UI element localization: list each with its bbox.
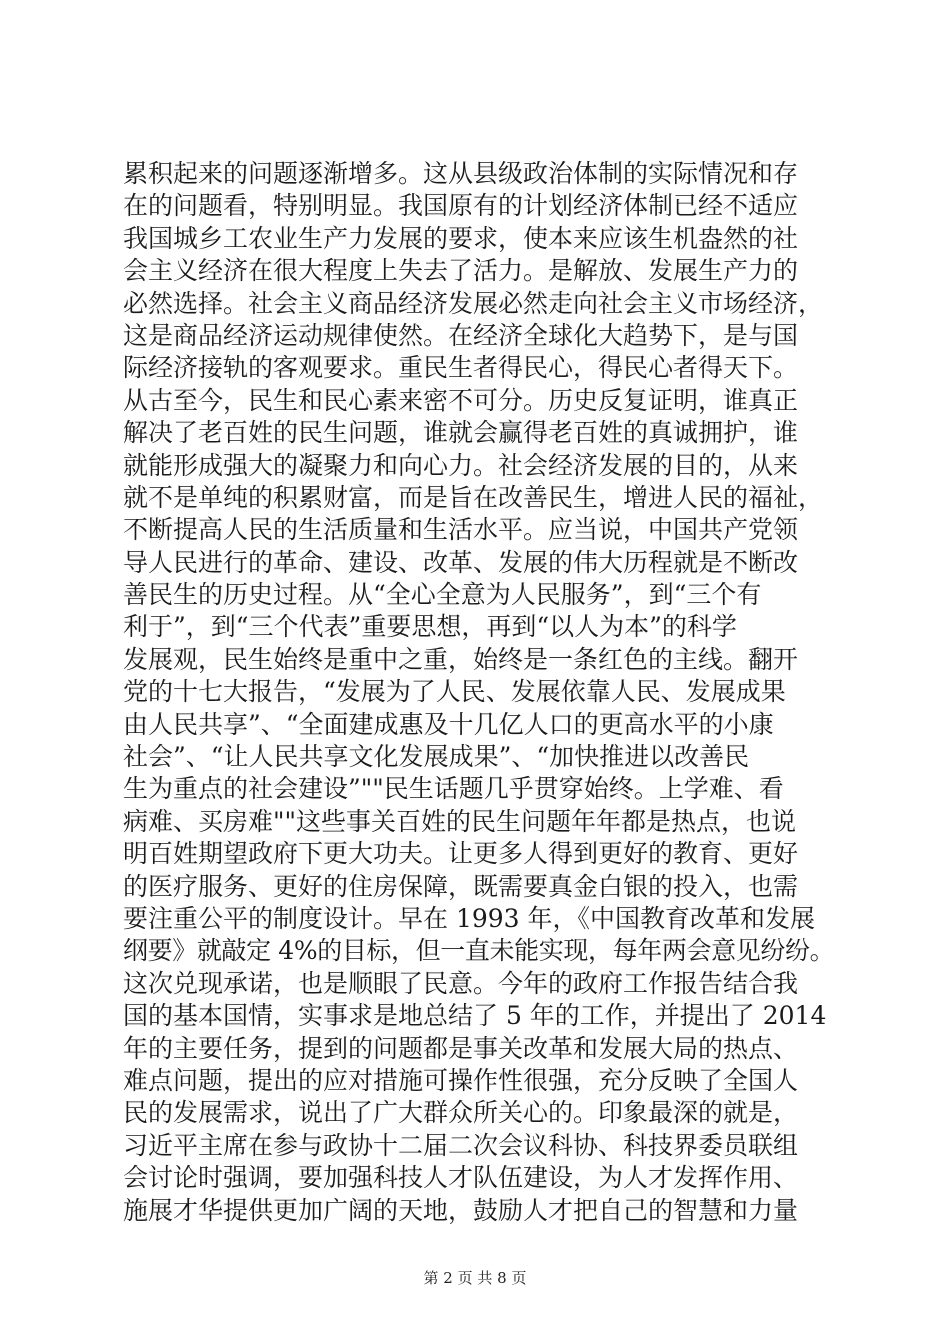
text-line: 善民生的历史过程。从“全心全意为人民服务”，到“三个有: [123, 580, 762, 610]
text-line: 难点问题，提出的应对措施可操作性很强，充分反映了全国人: [123, 1065, 799, 1095]
body-text: [123, 158, 835, 1227]
text-line: 我国城乡工农业生产力发展的要求，使本来应该生机盎然的社: [123, 223, 799, 253]
text-line: 施展才华提供更加广阔的天地，鼓励人才把自己的智慧和力量: [123, 1195, 799, 1225]
text-line: 累积起来的问题逐渐增多。这从县级政治体制的实际情况和存: [123, 159, 799, 188]
text-line: 际经济接轨的客观要求。重民生者得民心，得民心者得天下。: [123, 353, 799, 383]
text-line: 从古至今，民生和民心素来密不可分。历史反复证明，谁真正: [123, 385, 799, 415]
text-line: 导人民进行的革命、建设、改革、发展的伟大历程就是不断改: [123, 547, 799, 577]
text-line: 这是商品经济运动规律使然。在经济全球化大趋势下，是与国: [123, 320, 799, 350]
text-line: 解决了老百姓的民生问题，谁就会赢得老百姓的真诚拥护，谁: [123, 418, 799, 448]
text-line: 明百姓期望政府下更大功夫。让更多人得到更好的教育、更好: [123, 839, 799, 869]
text-line: 就能形成强大的凝聚力和向心力。社会经济发展的目的，从来: [123, 450, 799, 480]
text-line: 习近平主席在参与政协十二届二次会议科协、科技界委员联组: [123, 1130, 799, 1160]
text-line: 国的基本国情，实事求是地总结了 5 年的工作，并提出了 2014: [123, 1001, 827, 1031]
text-line: 会讨论时强调，要加强科技人才队伍建设，为人才发挥作用、: [123, 1163, 799, 1193]
text-line: 就不是单纯的积累财富，而是旨在改善民生，增进人民的福祉，: [123, 482, 824, 512]
text-line: 年的主要任务，提到的问题都是事关改革和发展大局的热点、: [123, 1033, 799, 1063]
text-line: 社会”、“让人民共享文化发展成果”、“加快推进以改善民: [123, 742, 750, 772]
text-line: 在的问题看，特别明显。我国原有的计划经济体制已经不适应: [123, 191, 799, 221]
text-line: 利于”，到“三个代表”重要思想，再到“以人为本”的科学: [123, 612, 737, 642]
text-line: 民的发展需求，说出了广大群众所关心的。印象最深的就是，: [123, 1098, 799, 1128]
text-line: 的医疗服务、更好的住房保障，既需要真金白银的投入，也需: [123, 871, 799, 901]
text-line: 党的十七大报告，“发展为了人民、发展依靠人民、发展成果: [123, 677, 786, 707]
text-line: 由人民共享”、“全面建成惠及十几亿人口的更高水平的小康: [123, 709, 774, 739]
text-line: 不断提高人民的生活质量和生活水平。应当说，中国共产党领: [123, 515, 799, 545]
text-line: 这次兑现承诺，也是顺眼了民意。今年的政府工作报告结合我: [123, 968, 799, 998]
text-line: 病难、买房难""这些事关百姓的民生问题年年都是热点，也说: [123, 806, 797, 836]
text-line: 会主义经济在很大程度上失去了活力。是解放、发展生产力的: [123, 256, 799, 286]
page-footer: 第 2 页 共 8 页: [423, 1269, 527, 1287]
text-line: 纲要》就敲定 4%的目标，但一直未能实现，每年两会意见纷纷。: [123, 936, 835, 966]
text-line: 必然选择。社会主义商品经济发展必然走向社会主义市场经济，: [123, 288, 824, 318]
text-line: 生为重点的社会建设”""民生话题几乎贯穿始终。上学难、看: [123, 774, 784, 804]
text-line: 要注重公平的制度设计。早在 1993 年，《中国教育改革和发展: [123, 903, 816, 933]
text-line: 发展观，民生始终是重中之重，始终是一条红色的主线。翻开: [123, 644, 799, 674]
